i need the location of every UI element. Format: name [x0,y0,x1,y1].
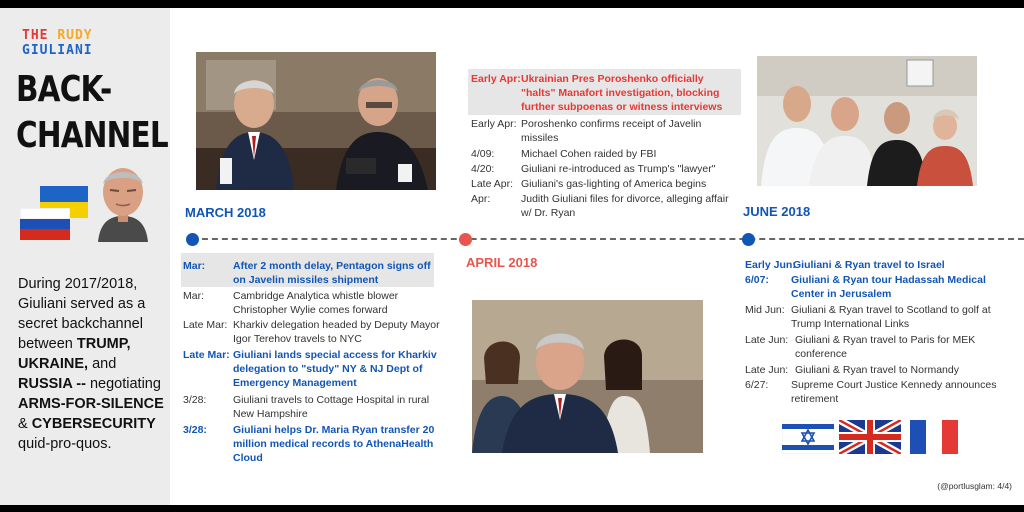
march-photo [196,52,436,190]
march-event-2 [183,289,433,317]
june-event-3 [745,303,1011,331]
april-event-5 [471,177,736,191]
event-date: Mar: [183,260,206,272]
event-date: 3/28: [183,424,207,436]
event-text: Giuliani re-introduced as Trump's "lawyer" [521,163,716,175]
series-word-the: THE [22,28,49,43]
event-date: Apr: [471,193,491,205]
month-label-june: JUNE 2018 [743,204,811,219]
event-text: After 2 month delay, Pentagon signs off on Javelin missiles shipment [233,260,431,286]
intro-paragraph [18,274,166,454]
event-text: Supreme Court Justice Kennedy announces retirement [791,379,997,405]
month-label-april: APRIL 2018 [466,255,538,270]
intro-end: quid-pro-quos. [18,436,112,452]
series-word-giuliani: GIULIANI [22,43,93,58]
march-event-4 [183,348,453,390]
intro-cyber: CYBERSECURITY [31,416,156,432]
giuliani-portrait [94,164,152,242]
intro-and: and [88,356,117,372]
june-event-2 [745,273,1011,301]
event-text: Giuliani & Ryan travel to Israel [793,259,945,271]
event-date: 6/27: [745,379,769,391]
event-text: Ukrainian Pres Poroshenko officially "halts" Manafort investigation, blocking further subpoenas or witness interviews [521,73,723,113]
event-date: Late Apr: [471,178,514,190]
israel-flag-icon [782,420,834,454]
april-event-4 [471,162,736,176]
event-text: Poroshenko confirms receipt of Javelin missiles [521,118,702,144]
april-photo [472,300,703,453]
headline-line-1: BACK- [16,69,112,110]
event-date: Early Jun: [745,259,796,271]
june-event-5 [745,363,1005,377]
event-text: Giuliani & Ryan travel to Paris for MEK conference [795,334,976,360]
intro-negotiating: negotiating [85,376,161,392]
timeline-line [192,238,1024,240]
event-date: 4/09: [471,148,495,160]
event-date: Early Apr: [471,73,521,85]
april-event-2 [471,117,736,145]
credit-text: (@portlusglam: 4/4) [937,481,1012,491]
intro-text: During 2017/2018, Giuliani served as a secret backchannel between [18,276,146,352]
event-date: Early Apr: [471,118,517,130]
june-event-4 [745,333,1005,361]
event-text: Judith Giuliani files for divorce, alleging affair w/ Dr. Ryan [521,193,729,219]
event-text: Kharkiv delegation headed by Deputy Mayor Igor Terehov travels to NYC [233,319,440,345]
march-event-1 [183,259,438,287]
timeline-dot-march [186,233,199,246]
intro-russia: RUSSIA -- [18,376,86,392]
event-text: Giuliani lands special access for Kharkiv delegation to "study" NY & NJ Dept of Emergency Management [233,349,437,389]
event-text: Cambridge Analytica whistle blower Christopher Wylie comes forward [233,290,399,316]
march-event-6 [183,423,443,465]
headline-line-2: CHANNEL [16,115,168,156]
april-event-3 [471,147,731,161]
event-date: 4/20: [471,163,495,175]
intro-arms: ARMS-FOR-SILENCE [18,396,164,412]
june-photo [757,56,977,186]
timeline-dot-april [459,233,472,246]
april-event-1 [471,72,739,114]
event-text: Giuliani's gas-lighting of America begins [521,178,707,190]
intro-trump: TRUMP, [76,336,131,352]
uk-flag-icon [839,420,901,454]
event-date: Late Jun: [745,334,789,346]
timeline-dot-june [742,233,755,246]
april-event-6 [471,192,736,220]
event-text: Giuliani & Ryan travel to Normandy [795,364,959,376]
infographic [0,8,1024,505]
june-event-1 [745,258,1003,272]
series-word-rudy: RUDY [57,28,93,43]
event-text: Michael Cohen raided by FBI [521,148,657,160]
march-event-5 [183,393,448,421]
event-date: 3/28: [183,394,207,406]
france-flag-icon [910,420,958,454]
series-title [22,28,170,58]
march-event-3 [183,318,443,346]
event-date: Late Jun: [745,364,789,376]
event-text: Giuliani & Ryan travel to Scotland to golf at Trump International Links [791,304,991,330]
event-text: Giuliani & Ryan tour Hadassah Medical Center in Jerusalem [791,274,986,300]
intro-amp: & [18,416,32,432]
intro-ukraine: UKRAINE, [18,356,89,372]
june-event-6 [745,378,1011,406]
event-text: Giuliani helps Dr. Maria Ryan transfer 20 million medical records to AthenaHealth Cloud [233,424,435,464]
event-date: Mid Jun: [745,304,785,316]
event-date: Late Mar: [183,319,228,331]
event-text: Giuliani travels to Cottage Hospital in rural New Hampshire [233,394,430,420]
event-date: Mar: [183,290,204,302]
russia-flag-icon [20,208,70,240]
event-date: Late Mar: [183,349,230,361]
sidebar [0,8,170,505]
event-date: 6/07: [745,274,769,286]
month-label-march: MARCH 2018 [185,205,266,220]
